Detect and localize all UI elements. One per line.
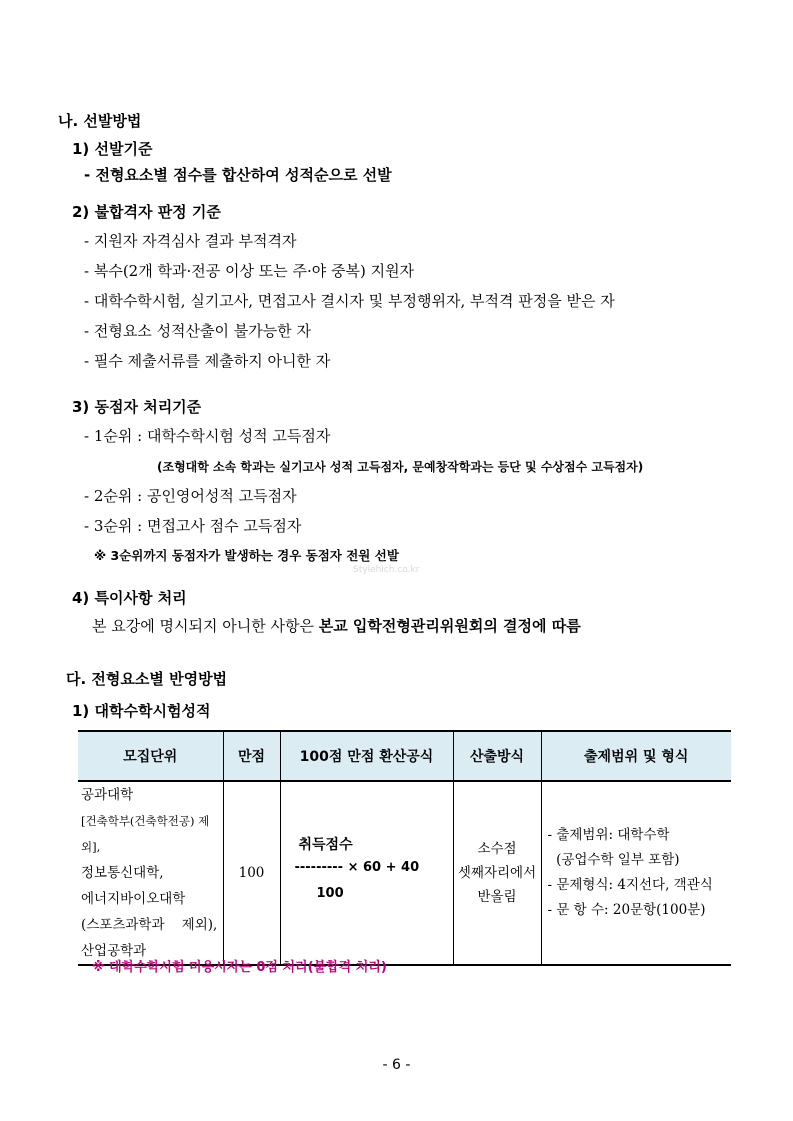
watermark: Stylehich.co.kr xyxy=(353,565,420,575)
tie-criteria-item: - 3순위 : 면접고사 점수 고득점자 xyxy=(84,517,302,535)
heading-math-exam-score: 1) 대학수학시험성적 xyxy=(72,702,211,720)
math-exam-table xyxy=(78,730,731,966)
unit-line: (스포츠과학과 제외), xyxy=(81,917,218,933)
table-header-row xyxy=(78,731,731,781)
header-max-score: 만점 xyxy=(223,731,280,781)
unit-line: [건축학부(건축학전공) 제외], xyxy=(81,814,210,854)
heading-tie-criteria: 3) 동점자 처리기준 xyxy=(72,398,202,416)
heading-selection-criteria: 1) 선발기준 xyxy=(72,140,153,158)
header-scope-format: 출제범위 및 형식 xyxy=(541,731,731,781)
formula-denominator: 100 xyxy=(316,886,344,901)
heading-special-cases: 4) 특이사항 처리 xyxy=(72,589,187,607)
scope-line: - 문제형식: 4지선다, 객관식 xyxy=(547,877,713,893)
fail-criteria-item: - 필수 제출서류를 제출하지 아니한 자 xyxy=(84,352,331,370)
cell-calculation-method xyxy=(453,781,541,965)
tie-criteria-item: - 2순위 : 공인영어성적 고득점자 xyxy=(84,487,297,505)
cell-formula xyxy=(280,781,453,965)
formula-numerator: 취득점수 xyxy=(298,837,353,853)
unit-line: 산업공학과 xyxy=(81,943,147,959)
tie-criteria-item: - 1순위 : 대학수학시험 성적 고득점자 xyxy=(84,427,331,445)
special-cases-text-normal: 본 요강에 명시되지 아니한 사항은 xyxy=(92,617,319,635)
scope-line: - 문 항 수: 20문항(100분) xyxy=(547,902,706,918)
heading-fail-criteria: 2) 불합격자 판정 기준 xyxy=(72,203,221,221)
formula-line: --------- × 60 + 40 xyxy=(294,860,420,875)
tie-criteria-sub-note: (조형대학 소속 학과는 실기고사 성적 고득점자, 문예창작학과는 등단 및 수상점수 고득점자) xyxy=(157,460,644,474)
math-exam-absence-note: ※ 대학수학시험 미응시자는 0점 처리(불합격 처리) xyxy=(92,960,387,975)
tie-criteria-note: ※ 3순위까지 동점자가 발생하는 경우 동점자 전원 선발 xyxy=(94,548,399,563)
header-calculation-method: 산출방식 xyxy=(453,731,541,781)
table-row xyxy=(78,781,731,965)
scope-line: (공업수학 일부 포함) xyxy=(547,852,680,868)
cell-recruitment-units xyxy=(78,781,223,965)
fail-criteria-item: - 전형요소 성적산출이 불가능한 자 xyxy=(84,322,312,340)
special-cases-text-bold: 본교 입학전형관리위원회의 결정에 따름 xyxy=(318,617,581,635)
header-recruitment-unit: 모집단위 xyxy=(78,731,223,781)
fail-criteria-item: - 지원자 자격심사 결과 부적격자 xyxy=(84,232,297,250)
fail-criteria-item: - 대학수학시험, 실기고사, 면접고사 결시자 및 부정행위자, 부적격 판정을 받은 자 xyxy=(84,292,615,310)
section-title-element-reflection: 다. 전형요소별 반영방법 xyxy=(66,670,228,688)
section-title-selection-method: 나. 선발방법 xyxy=(58,112,142,130)
unit-line: 정보통신대학, xyxy=(81,865,164,881)
unit-line: 에너지바이오대학 xyxy=(81,891,186,907)
selection-criteria-item: - 전형요소별 점수를 합산하여 성적순으로 선발 xyxy=(84,166,392,184)
header-conversion-formula: 100점 만점 환산공식 xyxy=(280,731,453,781)
cell-scope-format xyxy=(541,781,731,965)
cell-max-score: 100 xyxy=(223,781,280,965)
special-cases-text xyxy=(92,616,581,636)
scope-line: - 출제범위: 대학수학 xyxy=(547,827,670,843)
method-line: 반올림 xyxy=(477,889,517,905)
fail-criteria-item: - 복수(2개 학과·전공 이상 또는 주·야 중복) 지원자 xyxy=(84,262,415,280)
method-line: 셋째자리에서 xyxy=(457,865,537,881)
unit-line: 공과대학 xyxy=(81,787,134,803)
method-line: 소수점 xyxy=(477,841,517,857)
page-number: - 6 - xyxy=(382,1057,411,1073)
